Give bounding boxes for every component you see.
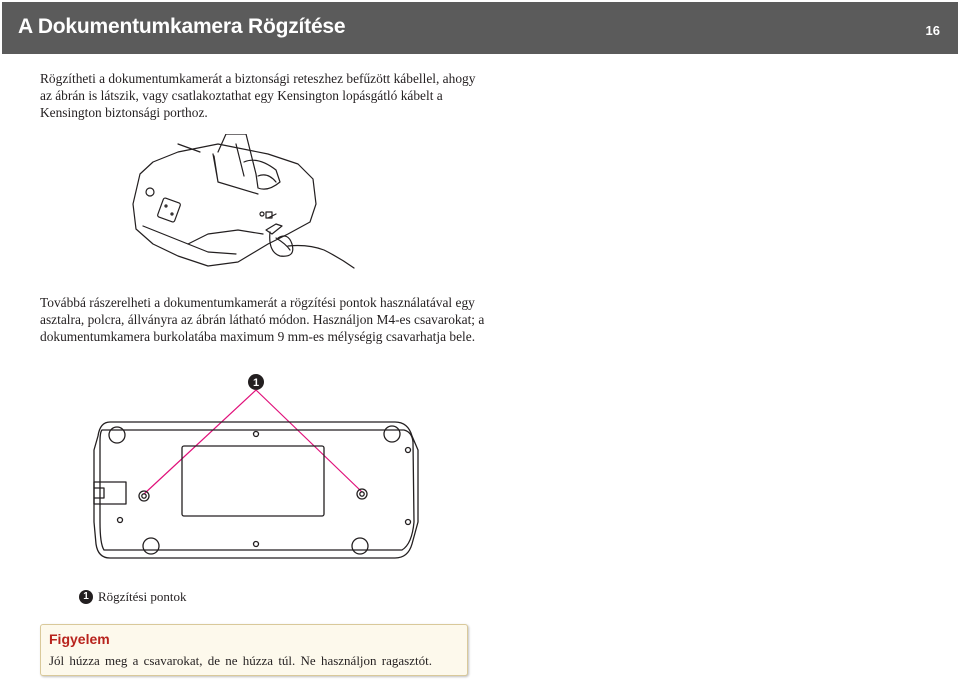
legend-label: Rögzítési pontok <box>98 589 187 605</box>
callout-line-right <box>256 390 362 492</box>
camera-base-outline <box>94 422 418 558</box>
page-number: 16 <box>925 23 940 38</box>
security-cable-illustration <box>118 134 368 276</box>
caution-title: Figyelem <box>49 631 110 647</box>
page-title: A Dokumentumkamera Rögzítése <box>18 15 346 38</box>
intro-paragraph: Rögzítheti a dokumentumkamerát a biztonsági reteszhez befűzött kábellel, ahogy az ábrán is látszik, vagy csatlakoztathat egy Kensington lopásgátló kábelt a Kensington biztonsági porthoz. <box>40 71 476 120</box>
mounting-paragraph: Továbbá rászerelheti a dokumentumkamerát a rögzítési pontok használatával egy asztalra, polcra, állványra az ábrán látható módon. Használjon M4-es csavarokat; a dokumentumkamera burkolatába maximum 9 mm-es mélységig csavarhatja bele. <box>40 295 485 344</box>
legend-number-badge: 1 <box>79 590 93 604</box>
base-label-panel <box>182 446 324 516</box>
caution-text: Jól húzza meg a csavarokat, de ne húzza túl. Ne használjon ragasztót. <box>49 653 432 668</box>
figure-legend <box>79 588 186 604</box>
mounting-points-illustration <box>90 372 430 572</box>
callout-line-left <box>144 390 256 494</box>
mounting-point-left <box>139 491 149 501</box>
callout-number: 1 <box>252 377 260 389</box>
mounting-point-right <box>357 489 367 499</box>
caution-box <box>40 624 468 676</box>
page-header <box>2 2 958 54</box>
